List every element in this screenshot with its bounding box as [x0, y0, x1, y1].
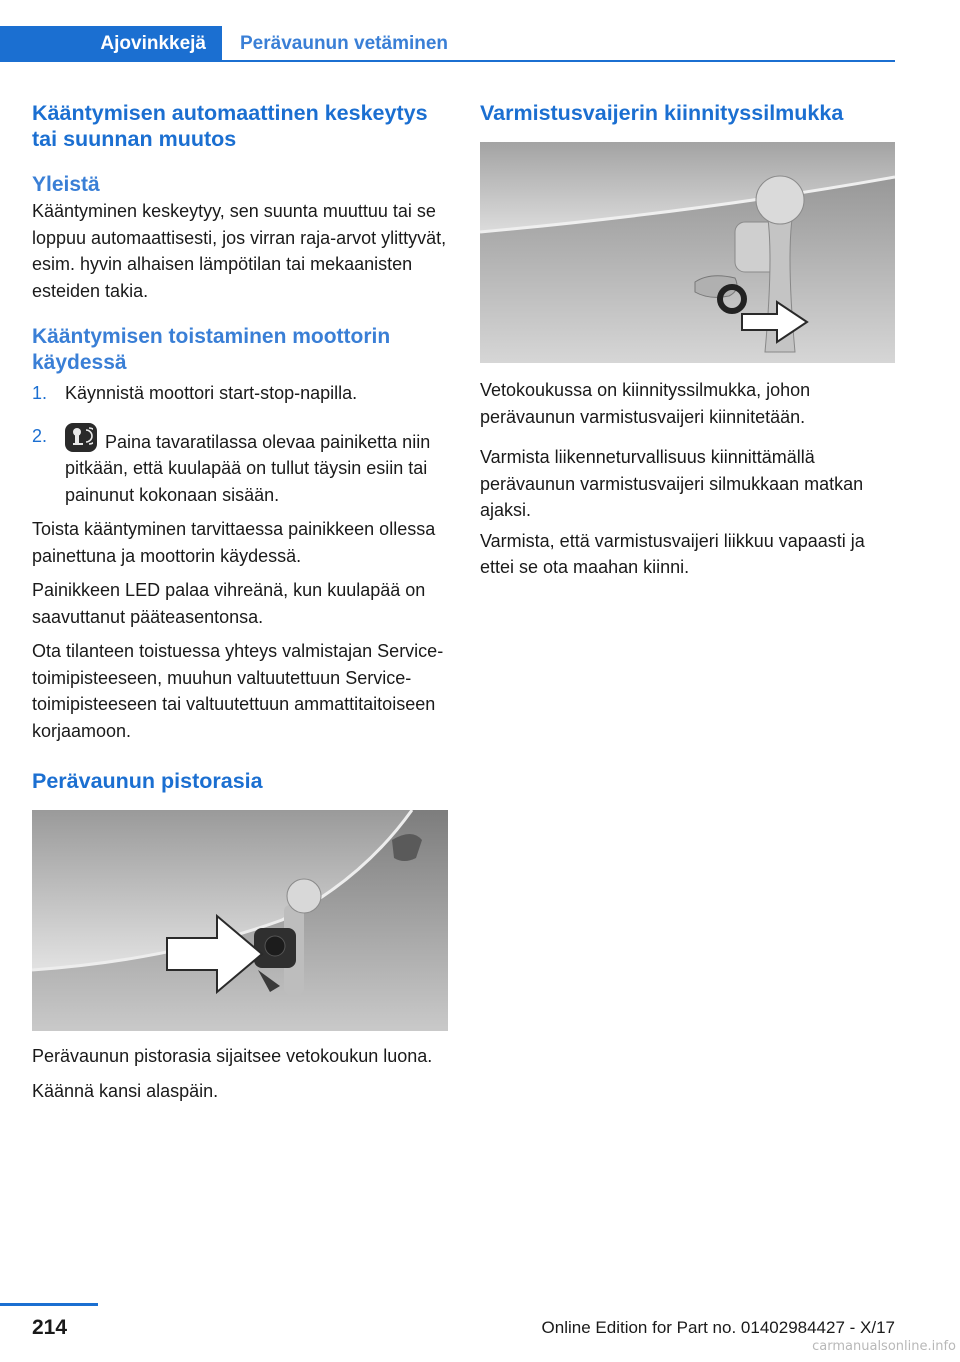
heading-trailer-socket: Perävaunun pistorasia: [32, 769, 263, 793]
subheading-general: Yleistä: [32, 173, 100, 196]
step-1: [32, 380, 448, 407]
tab-trailer-towing[interactable]: Perävaunun vetäminen: [240, 33, 449, 54]
paragraph-eye-info: Vetokoukussa on kiinnityssilmukka, johon perävaunun varmistusvaijeri kiinnitetään.: [480, 380, 811, 427]
paragraph-socket-location: Perävaunun pistorasia sijaitsee vetokoukun luona.: [32, 1046, 433, 1066]
step-number: 1.: [32, 383, 48, 403]
footer-rule: [0, 1303, 98, 1306]
safety-cable-eye-illustration: [480, 142, 895, 363]
left-column: [32, 100, 448, 1104]
paragraph-general: Kääntyminen keskeytyy, sen suunta muuttuu tai se loppuu automaattisesti, jos virran raja-arvot ylittyvät, esim. hyvin alhaisen lämpötilan tai mekaanisten esteiden takia.: [32, 201, 447, 301]
trailer-socket-illustration: [32, 810, 448, 1031]
paragraph-cable-free: Varmista, että varmistusvaijeri liikkuu vapaasti ja ettei se ota maahan kiinni.: [480, 530, 865, 577]
paragraph-led: Painikkeen LED palaa vihreänä, kun kuulapää on saavuttanut pääteasentonsa.: [32, 580, 426, 627]
step-2: [32, 423, 448, 509]
tab-driving-tips[interactable]: Ajovinkkejä: [0, 26, 222, 62]
paragraph-turn-cover: Käännä kansi alaspäin.: [32, 1080, 219, 1101]
heading-auto-interrupt: Kääntymisen automaattinen keskeytys tai suunnan muutos: [32, 101, 428, 151]
watermark: carmanualsonline.info: [812, 1339, 956, 1354]
paragraph-repeat: Toista kääntyminen tarvittaessa painikkeen ollessa painettuna ja moottorin käydessä.: [32, 519, 436, 566]
paragraph-contact-service: Ota tilanteen toistuessa yhteys valmistajan Service-toimipisteeseen, muuhun valtuutettuun Service-toimipisteeseen tai valtuutettuun ammattitaitoiseen korjaamoon.: [32, 641, 444, 741]
step-text: Käynnistä moottori start-stop-napilla.: [65, 383, 358, 403]
step-text: Paina tavaratilassa olevaa painiketta niin pitkään, että kuulapää on tullut täysin esiin tai painunut kokonaan sisään.: [65, 431, 431, 505]
step-number: 2.: [32, 425, 48, 446]
steps-list: [32, 380, 448, 508]
page-number: 214: [32, 1316, 68, 1339]
right-column: [480, 100, 896, 581]
subheading-repeat-turning: Kääntymisen toistaminen moottorin käydessä: [32, 325, 391, 374]
paragraph-traffic-safety: Varmista liikenneturvallisuus kiinnittämällä perävaunun varmistusvaijeri silmukkaan matkan ajaksi.: [480, 447, 864, 520]
tow-hitch-button-icon: [65, 423, 97, 452]
header-rule: [222, 60, 895, 62]
heading-safety-eye: Varmistusvaijerin kiinnityssilmukka: [480, 101, 844, 125]
edition-info: Online Edition for Part no. 01402984427 - X/17: [541, 1318, 895, 1337]
